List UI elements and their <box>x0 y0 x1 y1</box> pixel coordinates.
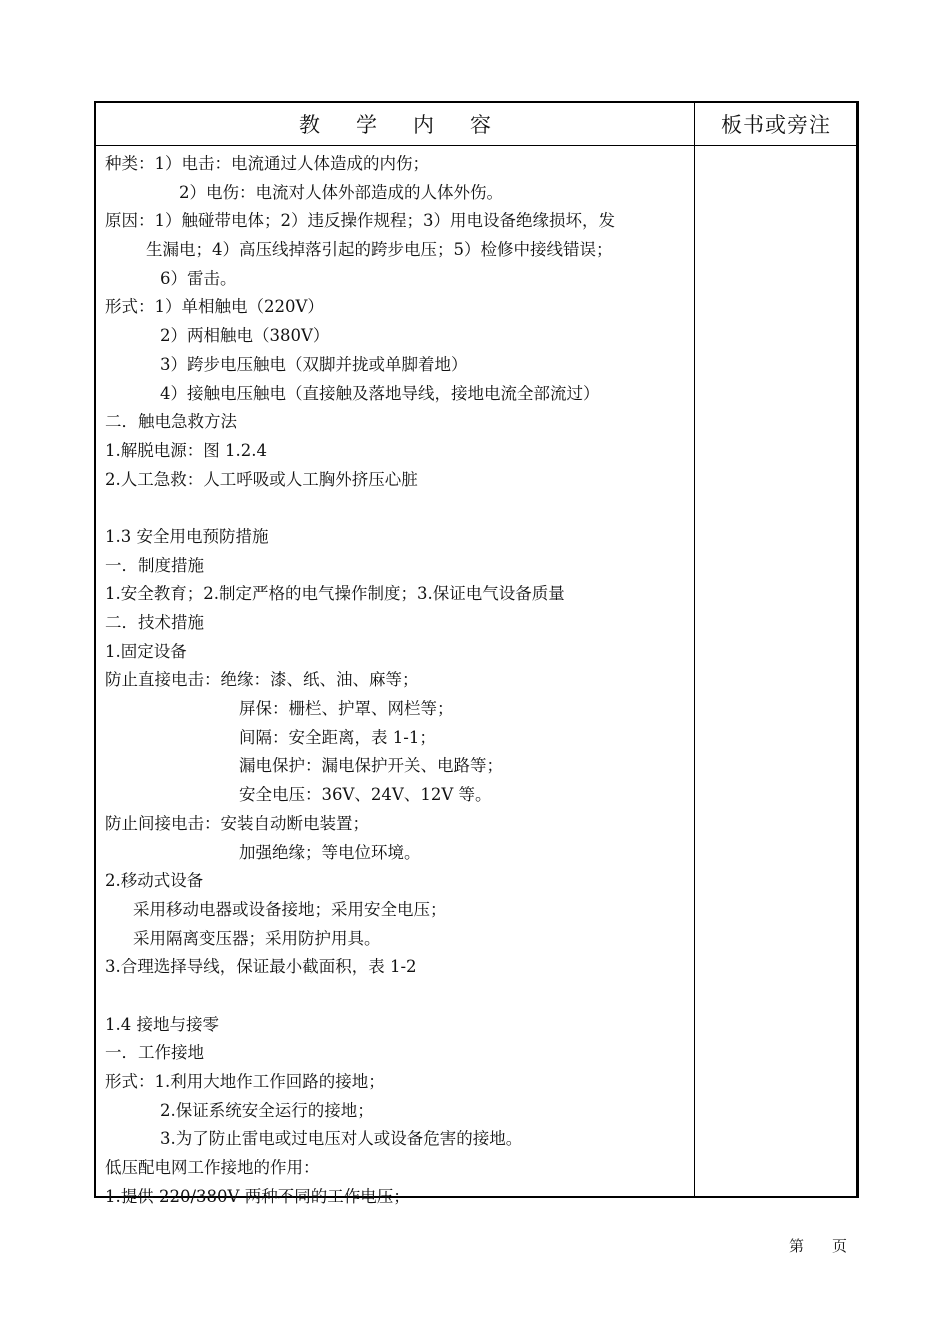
column-divider <box>694 103 695 1196</box>
content-line: 屏保：栅栏、护罩、网栏等； <box>239 699 454 719</box>
content-line: 2）两相触电（380V） <box>160 326 330 346</box>
content-line: 形式：1.利用大地作工作回路的接地； <box>105 1072 385 1091</box>
content-line: 2.人工急救：人工呼吸或人工胸外挤压心脏 <box>105 469 418 489</box>
footer-ye: 页 <box>832 1237 848 1255</box>
content-line: 漏电保护：漏电保护开关、电路等； <box>239 756 503 776</box>
header-divider <box>96 145 856 146</box>
content-line: 6）雷击。 <box>160 268 237 288</box>
footer-di: 第 <box>789 1237 805 1255</box>
content-line: 1.3 安全用电预防措施 <box>105 526 269 546</box>
content-line: 4）接触电压触电（直接触及落地导线，接地电流全部流过） <box>160 383 600 403</box>
content-line: 1.4 接地与接零 <box>105 1014 219 1034</box>
header-teaching-content: 教学内容 <box>299 113 527 137</box>
content-line: 2.移动式设备 <box>105 871 204 891</box>
content-line: 防止直接电击：绝缘：漆、纸、油、麻等； <box>105 670 419 690</box>
lesson-table <box>94 101 859 1206</box>
content-line: 原因：1）触碰带电体；2）违反操作规程；3）用电设备绝缘损坏，发 <box>105 211 615 231</box>
content-line: 生漏电；4）高压线掉落引起的跨步电压；5）检修中接线错误； <box>146 240 613 260</box>
content-line: 二．触电急救方法 <box>105 412 237 432</box>
content-line: 3.为了防止雷电或过电压对人或设备危害的接地。 <box>160 1129 523 1149</box>
content-line: 2.保证系统安全运行的接地； <box>160 1100 374 1120</box>
content-line: 1.安全教育；2.制定严格的电气操作制度；3.保证电气设备质量 <box>105 584 565 604</box>
content-line: 二．技术措施 <box>105 613 204 632</box>
content-line: 3）跨步电压触电（双脚并拢或单脚着地） <box>160 354 468 374</box>
content-line: 1.固定设备 <box>105 641 187 661</box>
content-line: 采用移动电器或设备接地；采用安全电压； <box>133 899 447 919</box>
page-footer <box>789 1235 847 1256</box>
content-line: 低压配电网工作接地的作用： <box>105 1158 320 1178</box>
content-line <box>105 494 690 523</box>
content-line: 一．工作接地 <box>105 1043 204 1063</box>
content-line: 种类：1）电击：电流通过人体造成的内伤； <box>105 154 429 173</box>
teaching-content-body <box>105 150 690 1211</box>
content-line: 一．制度措施 <box>105 555 204 575</box>
content-line: 间隔：安全距离，表 1-1； <box>239 727 436 747</box>
content-line: 采用隔离变压器；采用防护用具。 <box>133 928 381 948</box>
content-line: 1.提供 220/380V 两种不同的工作电压； <box>105 1186 410 1206</box>
content-line: 加强绝缘；等电位环境。 <box>239 842 421 862</box>
header-side-notes: 板书或旁注 <box>721 113 831 137</box>
content-line: 安全电压：36V、24V、12V 等。 <box>239 785 492 805</box>
content-line: 3.合理选择导线，保证最小截面积，表 1-2 <box>105 957 417 977</box>
content-line <box>105 982 690 1011</box>
content-line: 防止间接电击：安装自动断电装置； <box>105 813 369 833</box>
content-line: 2）电伤：电流对人体外部造成的人体外伤。 <box>179 182 503 202</box>
content-line: 1.解脱电源：图 1.2.4 <box>105 440 267 460</box>
content-line: 形式：1）单相触电（220V） <box>105 297 324 317</box>
